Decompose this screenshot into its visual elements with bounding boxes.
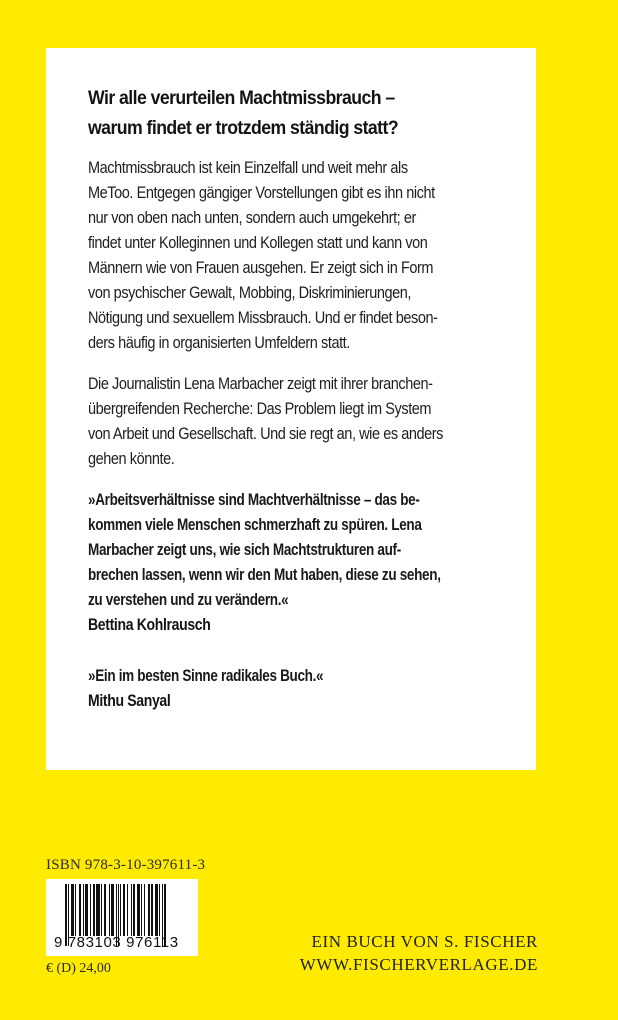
publisher-info [284, 930, 538, 976]
text-line: übergreifenden Recherche: Das Problem liegt im System [88, 400, 432, 418]
text-line: Machtmissbrauch ist kein Einzelfall und weit mehr als [88, 159, 408, 177]
text-line: Die Journalistin Lena Marbacher zeigt mit ihrer branchen- [88, 375, 433, 393]
description-paragraph-1 [88, 156, 508, 356]
text-line: MeToo. Entgegen gängiger Vorstellungen gibt es ihn nicht [88, 184, 435, 202]
publisher-line: EIN BUCH VON S. FISCHER [311, 932, 538, 951]
barcode-digits: 9 783103 976113 [54, 934, 179, 951]
barcode [46, 879, 198, 956]
quote-line: »Arbeitsverhältnisse sind Machtverhältnisse – das be- [88, 491, 420, 509]
text-line: gehen könnte. [88, 450, 175, 468]
quote-line: »Ein im besten Sinne radikales Buch.« [88, 667, 324, 685]
text-line: nur von oben nach unten, sondern auch umgekehrt; er [88, 209, 416, 227]
quote-author: Mithu Sanyal [88, 692, 171, 710]
description-paragraph-2 [88, 372, 508, 472]
quote-line: brechen lassen, wenn wir den Mut haben, diese zu sehen, [88, 566, 441, 584]
text-line: Nötigung und sexuellem Missbrauch. Und er findet beson- [88, 309, 438, 327]
endorsement-quote-1 [88, 488, 508, 638]
text-line: findet unter Kolleginnen und Kollegen statt und kann von [88, 234, 428, 252]
quote-author: Bettina Kohlrausch [88, 616, 211, 634]
headline-line: Wir alle verurteilen Machtmissbrauch – [88, 88, 395, 109]
blurb-content [88, 84, 508, 714]
barcode-bars-icon [65, 884, 183, 940]
publisher-url: WWW.FISCHERVERLAGE.DE [299, 955, 538, 974]
headline [88, 84, 508, 144]
text-line: ders häufig in organisierten Umfeldern statt. [88, 334, 350, 352]
headline-line: warum findet er trotzdem ständig statt? [88, 118, 399, 139]
quote-line: kommen viele Menschen schmerzhaft zu spüren. Lena [88, 516, 422, 534]
quote-line: Marbacher zeigt uns, wie sich Machtstrukturen auf- [88, 541, 401, 559]
endorsement-quote-2 [88, 664, 508, 714]
price-label: € (D) 24,00 [46, 961, 111, 976]
text-line: von psychischer Gewalt, Mobbing, Diskriminierungen, [88, 284, 411, 302]
blurb-panel [46, 48, 536, 770]
isbn-label: ISBN 978-3-10-397611-3 [46, 857, 206, 873]
quote-line: zu verstehen und zu verändern.« [88, 591, 289, 609]
text-line: von Arbeit und Gesellschaft. Und sie regt an, wie es anders [88, 425, 444, 443]
text-line: Männern wie von Frauen ausgehen. Er zeigt sich in Form [88, 259, 434, 277]
